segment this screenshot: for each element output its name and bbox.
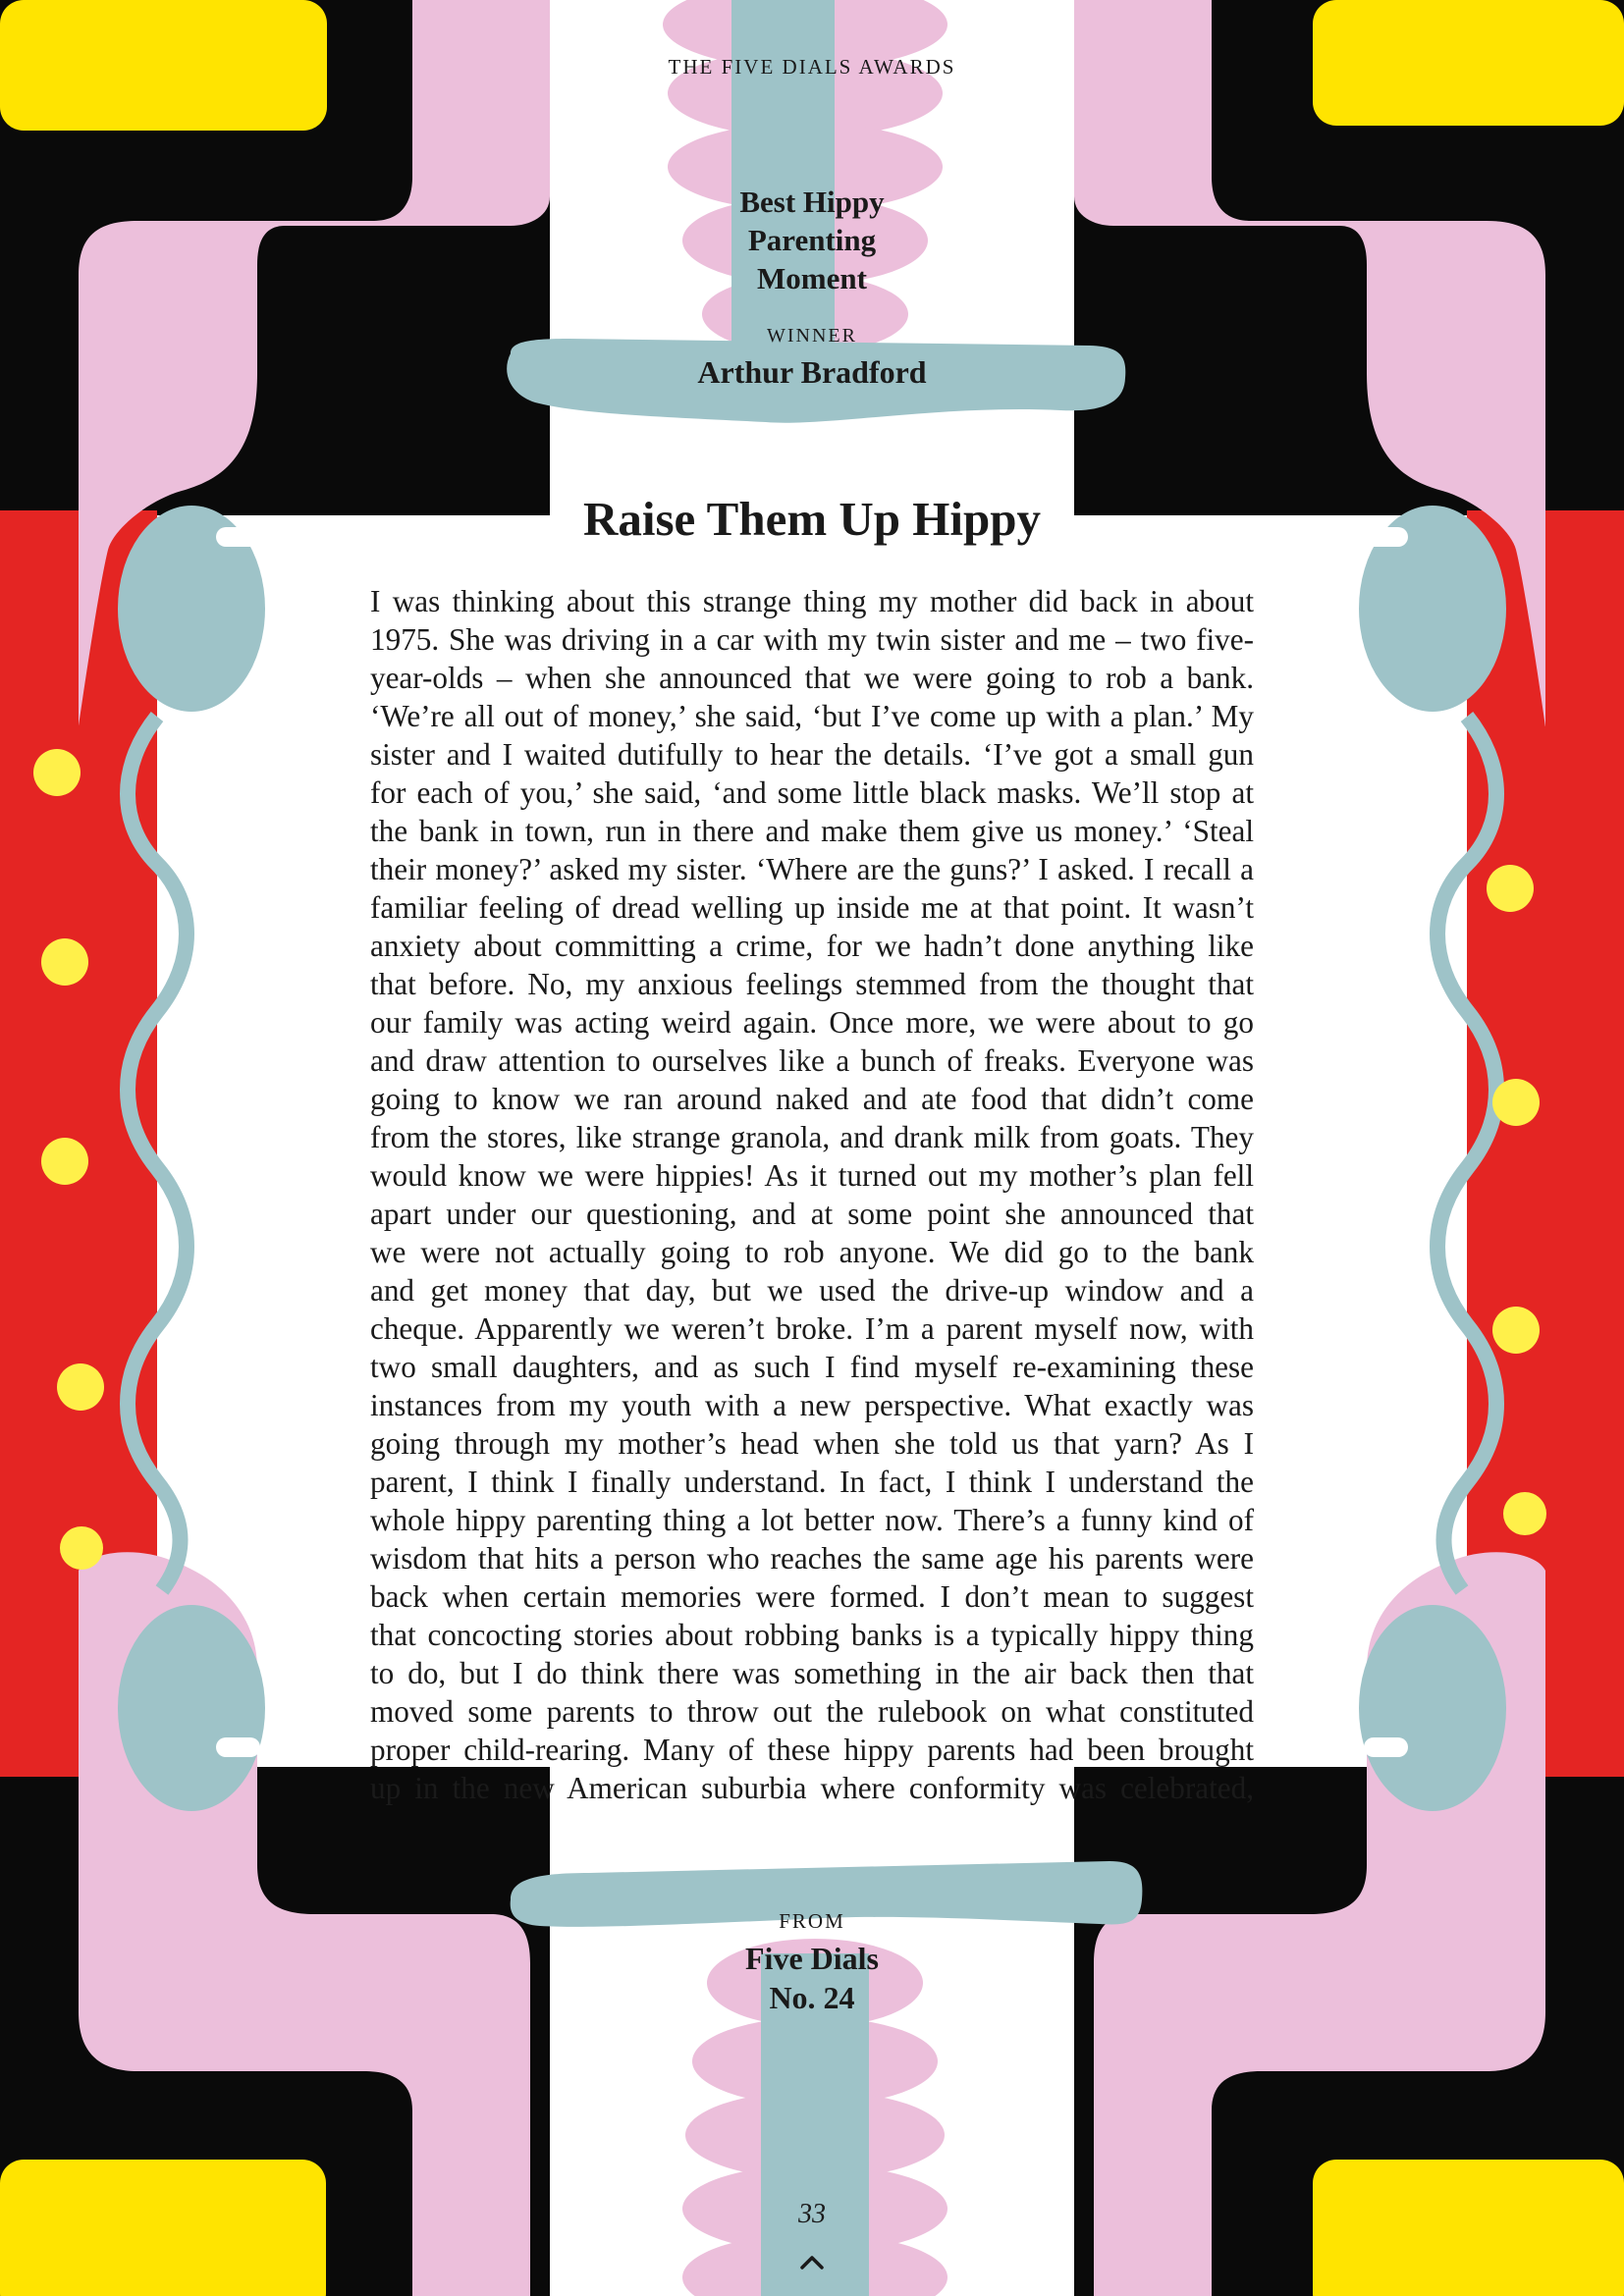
- yellow-dot-right-1: [1487, 865, 1534, 912]
- teal-nub-right-top: [1364, 527, 1408, 547]
- body-line: parent, I think I finally understand. In fact, I think I understand the: [370, 1465, 1254, 1499]
- body-line: our family was acting weird again. Once more, we were about to go: [370, 1005, 1254, 1040]
- body-line: instances from my youth with a new perspective. What exactly was: [370, 1388, 1254, 1422]
- body-line: sister and I waited dutifully to hear the details. ‘I’ve got a small gun: [370, 737, 1254, 772]
- winner-label: WINNER: [767, 325, 857, 347]
- corner-yellow-top-left: [0, 0, 327, 131]
- teal-blob-left-bottom: [118, 1605, 265, 1811]
- body-line: that before. No, my anxious feelings stemmed from the thought that: [370, 967, 1254, 1001]
- yellow-dot-left-4: [57, 1363, 104, 1411]
- body-line: two small daughters, and as such I find myself re-examining these: [370, 1350, 1254, 1384]
- chevron-up-icon[interactable]: [797, 2252, 827, 2271]
- corner-yellow-bottom-right: [1313, 2160, 1624, 2296]
- corner-yellow-top-right: [1313, 0, 1624, 126]
- yellow-dot-right-2: [1492, 1079, 1540, 1126]
- body-line: and get money that day, but we used the drive-up window and a: [370, 1273, 1254, 1308]
- body-line: I was thinking about this strange thing my mother did back in about: [370, 584, 1254, 618]
- magazine-name: Five Dials: [745, 1941, 879, 1976]
- body-line: whole hippy parenting thing a lot better now. There’s a funny kind of: [370, 1503, 1254, 1537]
- body-line: cheque. Apparently we weren’t broke. I’m a parent myself now, with: [370, 1311, 1254, 1346]
- body-line: ‘We’re all out of money,’ she said, ‘but I’ve come up with a plan.’ My: [370, 699, 1254, 733]
- body-line: apart under our questioning, and at some point she announced that: [370, 1197, 1254, 1231]
- award-line: Parenting: [747, 223, 877, 257]
- teal-blob-right-bottom: [1359, 1605, 1506, 1811]
- body-line: 1975. She was driving in a car with my twin sister and me – two five-: [370, 622, 1254, 657]
- body-line: back when certain memories were formed. I don’t mean to suggest: [370, 1579, 1254, 1614]
- yellow-dot-left-2: [41, 938, 88, 986]
- body-line: and draw attention to ourselves like a bunch of freaks. Everyone was: [370, 1043, 1254, 1078]
- body-line: going to know we ran around naked and ate food that didn’t come: [370, 1082, 1254, 1116]
- yellow-dot-left-1: [33, 749, 81, 796]
- body-line: anxiety about committing a crime, for we hadn’t done anything like: [370, 929, 1254, 963]
- teal-nub-left-top: [216, 527, 260, 547]
- body-line: we were not actually going to rob anyone. We did go to the bank: [370, 1235, 1254, 1269]
- body-line: moved some parents to throw out the rulebook on what constituted: [370, 1694, 1254, 1729]
- yellow-dot-right-3: [1492, 1307, 1540, 1354]
- body-line: would know we were hippies! As it turned out my mother’s plan fell: [370, 1158, 1254, 1193]
- teal-nub-left-bottom: [216, 1737, 260, 1757]
- yellow-dot-left-5: [60, 1526, 103, 1570]
- body-line: up in the new American suburbia where conformity was celebrated,: [370, 1771, 1254, 1805]
- corner-yellow-bottom-left: [0, 2160, 326, 2296]
- yellow-dot-left-3: [41, 1138, 88, 1185]
- body-line: familiar feeling of dread welling up inside me at that point. It wasn’t: [370, 890, 1254, 925]
- teal-nub-right-bottom: [1364, 1737, 1408, 1757]
- article-body: [370, 582, 1254, 1807]
- award-line: Moment: [757, 261, 867, 295]
- body-line: wisdom that hits a person who reaches the same age his parents were: [370, 1541, 1254, 1575]
- body-line: to do, but I do think there was something in the air back then that: [370, 1656, 1254, 1690]
- series-title: THE FIVE DIALS AWARDS: [668, 55, 956, 79]
- body-line: proper child-rearing. Many of these hippy parents had been brought: [370, 1733, 1254, 1767]
- magazine-issue: [616, 1939, 1008, 2017]
- award-line: Best Hippy: [739, 185, 885, 219]
- body-line: for each of you,’ she said, ‘and some little black masks. We’ll stop at: [370, 775, 1254, 810]
- winner-name: Arthur Bradford: [697, 354, 927, 390]
- page-number: 33: [798, 2199, 826, 2229]
- body-line: going through my mother’s head when she told us that yarn? As I: [370, 1426, 1254, 1461]
- body-line: their money?’ asked my sister. ‘Where are the guns?’ I asked. I recall a: [370, 852, 1254, 886]
- article-title: Raise Them Up Hippy: [582, 492, 1042, 546]
- body-line: year-olds – when she announced that we were going to rob a bank.: [370, 661, 1254, 695]
- award-category: [567, 183, 1057, 297]
- from-label: FROM: [779, 1909, 845, 1933]
- body-line: that concocting stories about robbing banks is a typically hippy thing: [370, 1618, 1254, 1652]
- body-line: the bank in town, run in there and make them give us money.’ ‘Steal: [370, 814, 1254, 848]
- magazine-number: No. 24: [769, 1980, 855, 2015]
- yellow-dot-right-4: [1503, 1492, 1546, 1535]
- body-line: from the stores, like strange granola, and drank milk from goats. They: [370, 1120, 1254, 1154]
